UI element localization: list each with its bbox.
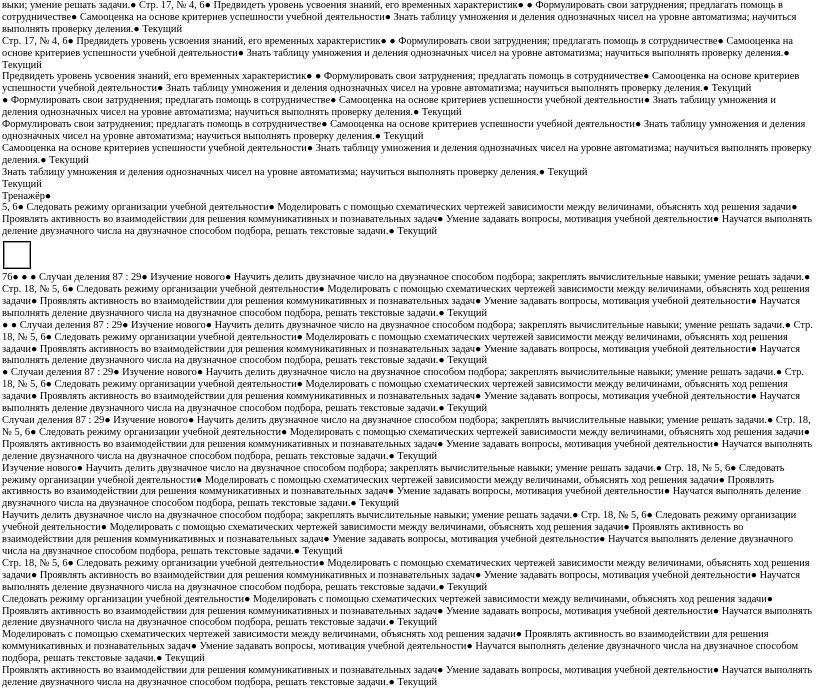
- text-line: Стр. 17, № 4, 6● Предвидеть уровень усвоения знаний, его временных характеристик● ● Формулировать свои затруднения; предлагать помощь в сотрудничестве● Самооценка на основе критериев успешности учебной деятельности● Знать таблицу умножения и деления однозначных чисел на уровне автоматизма; научиться выполнять проверку деления.● Текущий: [2, 35, 793, 71]
- empty-image-placeholder: [3, 241, 31, 269]
- text-line: 5, 6● Следовать режиму организации учебной деятельности● Моделировать с помощью схематических чертежей зависимости между величинами, объяснять ход решения задачи● Проявлять активность во взаимодействии для решения коммуникативных и познавательных задач● Умение задавать вопросы, мотивация учебной деятельности● Научатся выполнять деление двузначного числа на двузначное способом подбора, решать текстовые задачи.● Текущий: [2, 202, 813, 238]
- text-line: выки; умение решать задачи.● Стр. 17, № 4, 6● Предвидеть уровень усвоения знаний, его временных характеристик● ● Формулировать свои затруднения; предлагать помощь в сотрудничестве● Самооценка на основе критериев успешности учебной деятельности● Знать таблицу умножения и деления однозначных чисел на уровне автоматизма; научиться выполнять проверку деления.● Текущий: [2, 0, 797, 35]
- text-line: Случаи деления 87 : 29● Изучение нового● Научить делить двузначное число на двузначное способом подбора; закреплять вычислительные навыки; умение решать задачи.● Стр. 18, № 5, 6● Следовать режиму организации учебной деятельности● Моделировать с помощью схематических чертежей зависимости между величинами, объяснять ход решения задачи● Проявлять активность во взаимодействии для решения коммуникативных и познавательных задач● Умение задавать вопросы, мотивация учебной деятельности● Научатся выполнять деление двузначного числа на двузначное способом подбора, решать текстовые задачи.● Текущий: [2, 415, 813, 462]
- text-line: ● Формулировать свои затруднения; предлагать помощь в сотрудничестве● Самооценка на основе критериев успешности учебной деятельности● Знать таблицу умножения и деления однозначных чисел на уровне автоматизма; научиться выполнять проверку деления.● Текущий: [2, 95, 776, 119]
- text-line: Научить делить двузначное число на двузначное способом подбора; закреплять вычислительные навыки; умение решать задачи.● Стр. 18, № 5, 6● Следовать режиму организации учебной деятельности● Моделировать с помощью схематических чертежей зависимости между величинами, объяснять ход решения задачи● Проявлять активность во взаимодействии для решения коммуникативных и познавательных задач● Умение задавать вопросы, мотивация учебной деятельности● Научатся выполнять деление двузначного числа на двузначное способом подбора, решать текстовые задачи.● Текущий: [2, 510, 797, 557]
- text-line: Стр. 18, № 5, 6● Следовать режиму организации учебной деятельности● Моделировать с помощью схематических чертежей зависимости между величинами, объяснять ход решения задачи● Проявлять активность во взаимодействии для решения коммуникативных и познавательных задач● Умение задавать вопросы, мотивация учебной деятельности● Научатся выполнять деление двузначного числа на двузначное способом подбора, решать текстовые задачи.● Текущий: [2, 557, 810, 593]
- text-line: Знать таблицу умножения и деления однозначных чисел на уровне автоматизма; научиться выполнять проверку деления.● Текущий: [2, 166, 588, 178]
- text-line: Изучение нового● Научить делить двузначное число на двузначное способом подбора; закреплять вычислительные навыки; умение решать задачи.● Стр. 18, № 5, 6● Следовать режиму организации учебной деятельности● Моделировать с помощью схематических чертежей зависимости между величинами, объяснять ход решения задачи● Проявлять активность во взаимодействии для решения коммуникативных и познавательных задач● Умение задавать вопросы, мотивация учебной деятельности● Научатся выполнять деление двузначного числа на двузначное способом подбора, решать текстовые задачи.● Текущий: [2, 462, 802, 510]
- text-line: Проявлять активность во взаимодействии для решения коммуникативных и познавательных задач● Умение задавать вопросы, мотивация учебной деятельности● Научатся выполнять деление двузначного числа на двузначное способом подбора, решать текстовые задачи.● Текущий: [2, 665, 813, 688]
- text-line: Следовать режиму организации учебной деятельности● Моделировать с помощью схематических чертежей зависимости между величинами, объяснять ход решения задачи● Проявлять активность во взаимодействии для решения коммуникативных и познавательных задач● Умение задавать вопросы, мотивация учебной деятельности● Научатся выполнять деление двузначного числа на двузначное способом подбора, решать текстовые задачи.● Текущий: [2, 593, 813, 629]
- text-line: Тренажёр●: [2, 190, 52, 202]
- text-line: Предвидеть уровень усвоения знаний, его временных характеристик● ● Формулировать свои затруднения; предлагать помощь в сотрудничестве● Самооценка на основе критериев успешности учебной деятельности● Знать таблицу умножения и деления однозначных чисел на уровне автоматизма; научиться выполнять проверку деления.● Текущий: [2, 71, 800, 95]
- text-line: Текущий: [2, 178, 42, 190]
- text-line: Формулировать свои затруднения; предлагать помощь в сотрудничестве● Самооценка на основе критериев успешности учебной деятельности● Знать таблицу умножения и деления однозначных чисел на уровне автоматизма; научиться выполнять проверку деления.● Текущий: [2, 119, 806, 142]
- text-line: Самооценка на основе критериев успешности учебной деятельности● Знать таблицу умножения и деления однозначных чисел на уровне автоматизма; научиться выполнять проверку деления.● Текущий: [2, 142, 812, 166]
- text-line: Моделировать с помощью схематических чертежей зависимости между величинами, объяснять ход решения задачи● Проявлять активность во взаимодействии для решения коммуникативных и познавательных задач● Умение задавать вопросы, мотивация учебной деятельности● Научатся выполнять деление двузначного числа на двузначное способом подбора, решать текстовые задачи.● Текущий: [2, 629, 799, 665]
- text-line: ● Случаи деления 87 : 29● Изучение нового● Научить делить двузначное число на двузначное способом подбора; закреплять вычислительные навыки; умение решать задачи.● Стр. 18, № 5, 6● Следовать режиму организации учебной деятельности● Моделировать с помощью схематических чертежей зависимости между величинами, объяснять ход решения задачи● Проявлять активность во взаимодействии для решения коммуникативных и познавательных задач● Умение задавать вопросы, мотивация учебной деятельности● Научатся выполнять деление двузначного числа на двузначное способом подбора, решать текстовые задачи.● Текущий: [2, 367, 804, 415]
- text-line: ● ● Случаи деления 87 : 29● Изучение нового● Научить делить двузначное число на двузначное способом подбора; закреплять вычислительные навыки; умение решать задачи.● Стр. 18, № 5, 6● Следовать режиму организации учебной деятельности● Моделировать с помощью схематических чертежей зависимости между величинами, объяснять ход решения задачи● Проявлять активность во взаимодействии для решения коммуникативных и познавательных задач● Умение задавать вопросы, мотивация учебной деятельности● Научатся выполнять деление двузначного числа на двузначное способом подбора, решать текстовые задачи.● Текущий: [2, 319, 813, 367]
- text-line: 76● ● ● Случаи деления 87 : 29● Изучение нового● Научить делить двузначное число на двузначное способом подбора; закреплять вычислительные навыки; умение решать задачи.● Стр. 18, № 5, 6● Следовать режиму организации учебной деятельности● Моделировать с помощью схематических чертежей зависимости между величинами, объяснять ход решения задачи● Проявлять активность во взаимодействии для решения коммуникативных и познавательных задач● Умение задавать вопросы, мотивация учебной деятельности● Научатся выполнять деление двузначного числа на двузначное способом подбора, решать текстовые задачи.● Текущий: [2, 272, 811, 319]
